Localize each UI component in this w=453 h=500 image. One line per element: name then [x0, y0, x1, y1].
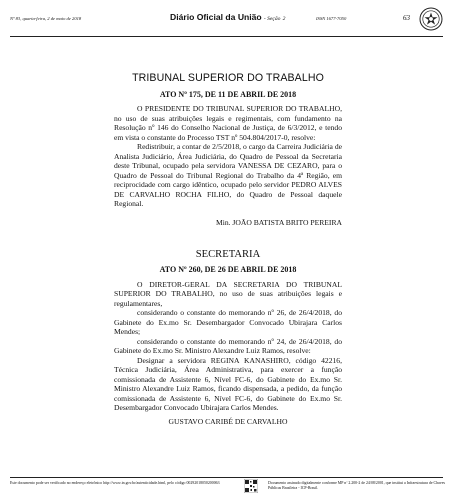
act-260-signature: GUSTAVO CARIBÉ DE CARVALHO [168, 416, 288, 426]
act-260-preamble: O DIRETOR-GERAL DA SECRETARIA DO TRIBUNAL SUPERIOR DO TRABALHO, no uso de suas atribuições legais e regulamentares, [114, 279, 342, 308]
secretaria-heading: SECRETARIA [195, 248, 261, 260]
issn: ISSN 1677-7050 [316, 16, 347, 21]
journal-title [170, 12, 285, 22]
act-260-considering-1: considerando o constante do memorando nº 26, de 26/4/2018, do Gabinete do Ex.mo Sr. Desembargador Convocado Ubirajara Carlos Mendes; [114, 308, 342, 336]
header-divider [10, 36, 443, 37]
act-175-preamble: O PRESIDENTE DO TRIBUNAL SUPERIOR DO TRABALHO, no uso de suas atribuições legais e regimentais, com fundamento na Resolução nº 146 do Conselho Nacional de Justiça, de 6/3/2012, e tendo em vista o constante do Processo TST nº 504.804/2017-0, resolve: [114, 104, 342, 142]
act-260-title: ATO Nº 260, DE 26 DE ABRIL DE 2018 [159, 264, 297, 274]
footer-verification-text: Este documento pode ser verificado no endereço eletrônico http://www.in.gov.br/autenticidade.html, pelo código 00292018050200063 [10, 481, 220, 485]
section-prefix: - Seção [263, 16, 281, 22]
page-number: 63 [403, 14, 410, 22]
act-260-considering-2: considerando o constante do memorando nº 24, de 26/4/2018, do Gabinete do Ex.mo Sr. Ministro Alexandre Luiz Ramos, resolve: [114, 336, 342, 355]
issue-date: Nº 83, quarta-feira, 2 de maio de 2018 [10, 16, 82, 21]
national-seal-icon [419, 7, 443, 31]
footer-signature-text: Documento assinado digitalmente conforme MP nº 2.200-2 de 24/08/2001, que institui a Infraestrutura de Chaves Públicas Brasileira - ICP-Brasil. [268, 481, 445, 490]
qr-code-icon [244, 479, 258, 493]
main-content [114, 58, 342, 426]
act-175-signature: Min. JOÃO BATISTA BRITO PEREIRA [215, 217, 342, 227]
act-175-title: ATO Nº 175, DE 11 DE ABRIL DE 2018 [159, 90, 297, 99]
tst-heading: TRIBUNAL SUPERIOR DO TRABALHO [132, 72, 324, 84]
journal-name: Diário Oficial da União [170, 12, 262, 22]
act-260-body: Designar a servidora REGINA KANASHIRO, código 42216, Técnica Judiciária, Área Administrativa, para exercer a função comissionada de Assistente 6, Nível FC-6, do Gabinete do Ex.mo Sr. Ministro Alexandre Luiz Ramos, ficando dispensada, a pedido, da função comissionada de Assistente 6, Nível FC-6, do Gabinete do Ex.mo Sr. Desembargador Convocado Ubirajara Carlos Mendes. [114, 355, 342, 412]
page-header [10, 7, 443, 33]
section-number: 2 [282, 16, 286, 22]
act-175-body: Redistribuir, a contar de 2/5/2018, o cargo da Carreira Judiciária de Analista Judiciário, Área Judiciária, do Quadro de Pessoal da Secretaria deste Tribunal, ocupado pela servidora VANESSA DE CEZARO, para o Quadro de Pessoal do Tribunal Regional do Trabalho da 4ª Região, em reciprocidade com cargo idêntico, ocupado pelo servidor PEDRO ALVES DE CARVALHO ROCHA FILHO, do Quadro de Pessoal daquele Regional. [114, 142, 342, 208]
page-footer [10, 478, 443, 496]
